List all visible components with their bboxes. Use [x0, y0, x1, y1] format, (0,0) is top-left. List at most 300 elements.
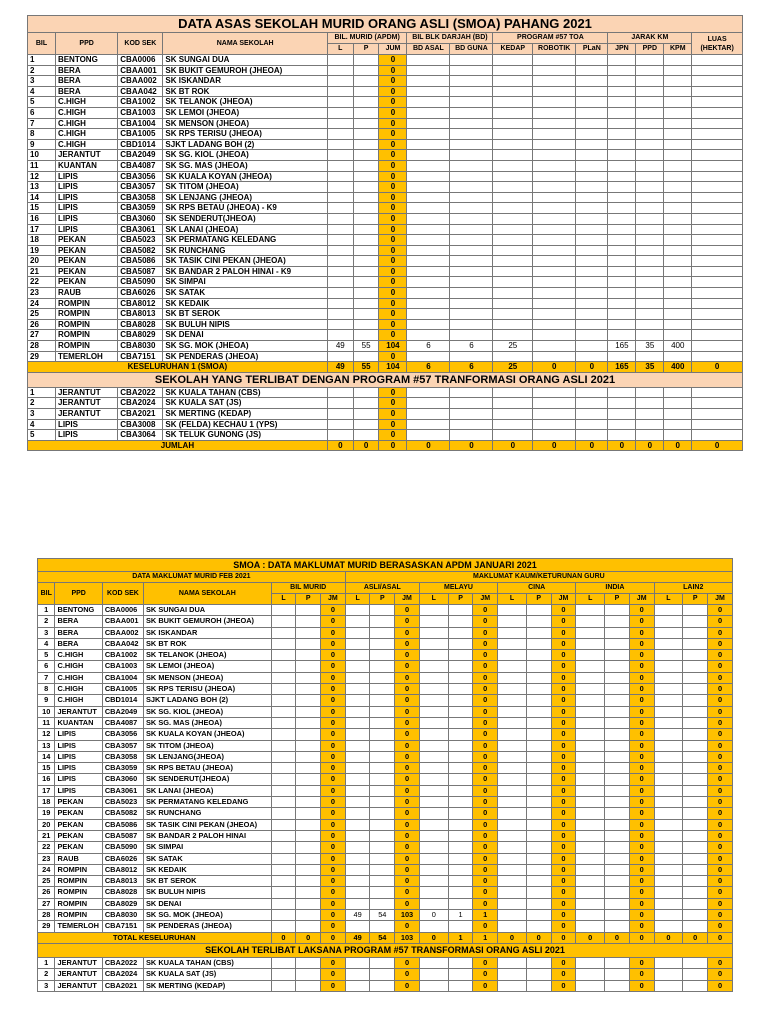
cell-me-l: [419, 921, 448, 932]
cell-ppd: C.HIGH: [55, 97, 117, 108]
cell-ppd2: [636, 107, 664, 118]
cell-kedap: [493, 160, 533, 171]
cell-bil: 14: [28, 192, 56, 203]
cell-jum: 0: [379, 65, 407, 76]
cell-kpm: [664, 351, 692, 362]
cell-plan: [576, 430, 608, 441]
header-bil-murid: BIL. MURID (APDM): [327, 33, 407, 44]
cell-bm-p: [296, 740, 321, 751]
cell-kod-sek: CBA8013: [102, 876, 143, 887]
cell-la-p: [683, 853, 708, 864]
cell-in-jm: 0: [629, 808, 654, 819]
cell-ci-jm: 0: [551, 980, 576, 991]
cell-ci-p: [526, 706, 551, 717]
header2-jm: JM: [395, 594, 420, 605]
cell-me-p: [448, 842, 473, 853]
cell-ci-l: [498, 729, 527, 740]
cell-bm-p: [296, 819, 321, 830]
cell-ppd: BERA: [55, 627, 102, 638]
cell-robotik: [533, 160, 576, 171]
cell-bm-jm: 0: [321, 819, 346, 830]
cell-in-l: [576, 706, 605, 717]
cell-bd_guna: [450, 76, 493, 87]
smoa-student-data-table: [37, 558, 733, 992]
cell-nama-sekolah: SK TASIK CINI PEKAN (JHEOA): [163, 256, 327, 267]
cell-ppd2: [636, 398, 664, 409]
cell-la-jm: 0: [708, 605, 733, 616]
cell-nama-sekolah: SK LEMOI (JHEOA): [144, 661, 272, 672]
cell-kedap: [493, 309, 533, 320]
cell-jum: 0: [379, 203, 407, 214]
cell-in-l: [576, 763, 605, 774]
cell-p: [353, 139, 379, 150]
cell-in-p: [605, 605, 630, 616]
cell-bm-p: [296, 808, 321, 819]
header2-p: P: [296, 594, 321, 605]
cell-bil: 5: [28, 430, 56, 441]
cell-luas: [692, 224, 743, 235]
cell-plan: [576, 55, 608, 66]
cell-in-jm: 0: [629, 717, 654, 728]
cell-as-l: [345, 785, 370, 796]
cell-plan: [576, 118, 608, 129]
cell-la-p: [683, 717, 708, 728]
cell-la-p: [683, 808, 708, 819]
cell-kod-sek: CBA3057: [118, 182, 163, 193]
cell-ci-p: [526, 853, 551, 864]
cell-as-p: [370, 627, 395, 638]
cell-ppd2: [636, 277, 664, 288]
cell-l: [327, 319, 353, 330]
cell-nama-sekolah: SK TITOM (JHEOA): [163, 182, 327, 193]
cell-ppd: LIPIS: [55, 192, 117, 203]
cell-luas: [692, 97, 743, 108]
cell-bil: 13: [28, 182, 56, 193]
cell-l: [327, 351, 353, 362]
cell-ci-l: [498, 661, 527, 672]
cell-me-jm: 0: [473, 661, 498, 672]
table-row: [38, 853, 733, 864]
cell-robotik: [533, 319, 576, 330]
cell-bil: 20: [38, 819, 55, 830]
cell-bd_guna: [450, 409, 493, 420]
cell-jum: 0: [379, 182, 407, 193]
cell-ci-l: [498, 898, 527, 909]
cell-bil: 20: [28, 256, 56, 267]
cell-me-p: [448, 853, 473, 864]
cell-bm-jm: 0: [321, 921, 346, 932]
cell-nama-sekolah: SK LANAI (JHEOA): [163, 224, 327, 235]
cell-kpm: [664, 107, 692, 118]
cell-bd_asal: [407, 277, 450, 288]
total-bd_guna: 6: [450, 362, 493, 373]
cell-ppd: BERA: [55, 616, 102, 627]
cell-luas: [692, 107, 743, 118]
cell-me-p: [448, 717, 473, 728]
cell-in-l: [576, 853, 605, 864]
cell-ppd: LIPIS: [55, 171, 117, 182]
cell-bd_asal: [407, 107, 450, 118]
cell-as-p: [370, 751, 395, 762]
cell-in-l: [576, 808, 605, 819]
cell-in-p: [605, 751, 630, 762]
cell-me-jm: 0: [473, 819, 498, 830]
table-row: [28, 65, 743, 76]
cell-kedap: [493, 398, 533, 409]
cell-nama-sekolah: SK SATAK: [163, 288, 327, 299]
cell-la-p: [683, 650, 708, 661]
table-row: [38, 957, 733, 968]
cell-ci-p: [526, 763, 551, 774]
cell-ci-jm: 0: [551, 627, 576, 638]
table-row: [28, 351, 743, 362]
cell-ci-jm: 0: [551, 921, 576, 932]
cell-jum: 0: [379, 129, 407, 140]
cell-plan: [576, 139, 608, 150]
cell-as-p: [370, 616, 395, 627]
cell-as-p: [370, 661, 395, 672]
cell-in-l: [576, 797, 605, 808]
table-row: [28, 245, 743, 256]
cell-bm-jm: 0: [321, 864, 346, 875]
cell-as-p: [370, 957, 395, 968]
cell-bd_guna: [450, 277, 493, 288]
cell-me-l: [419, 616, 448, 627]
cell-la-p: [683, 842, 708, 853]
total-l: 49: [327, 362, 353, 373]
cell-ppd: LIPIS: [55, 419, 117, 430]
cell-plan: [576, 288, 608, 299]
cell-in-jm: 0: [629, 819, 654, 830]
cell-la-l: [654, 638, 683, 649]
cell-kod-sek: CBAA042: [102, 638, 143, 649]
cell-luas: [692, 419, 743, 430]
cell-luas: [692, 235, 743, 246]
header2-ppd: PPD: [55, 583, 102, 605]
cell-bm-p: [296, 616, 321, 627]
cell-ci-jm: 0: [551, 797, 576, 808]
cell-nama-sekolah: SK LANAI (JHEOA): [144, 785, 272, 796]
cell-p: [353, 160, 379, 171]
cell-la-l: [654, 853, 683, 864]
cell-me-p: [448, 661, 473, 672]
cell-bd_guna: 6: [450, 341, 493, 352]
cell-ppd2: [636, 86, 664, 97]
total-la-jm: 0: [708, 932, 733, 943]
cell-bd_asal: [407, 118, 450, 129]
cell-la-p: [683, 898, 708, 909]
cell-jpn: [608, 65, 636, 76]
cell-kod-sek: CBA8030: [102, 910, 143, 921]
header-program-57: PROGRAM #57 TOA: [493, 33, 608, 44]
cell-as-l: [345, 969, 370, 980]
cell-ci-p: [526, 876, 551, 887]
cell-l: [327, 118, 353, 129]
cell-ppd2: [636, 171, 664, 182]
cell-bm-jm: 0: [321, 638, 346, 649]
cell-as-l: [345, 797, 370, 808]
cell-kpm: [664, 330, 692, 341]
cell-l: [327, 387, 353, 398]
cell-bm-p: [296, 864, 321, 875]
cell-kod-sek: CBA2024: [118, 398, 163, 409]
table-row: [28, 224, 743, 235]
cell-as-jm: 0: [395, 695, 420, 706]
cell-robotik: [533, 419, 576, 430]
cell-l: [327, 245, 353, 256]
cell-kod-sek: CBAA001: [102, 616, 143, 627]
total-ci-jm: 0: [551, 932, 576, 943]
cell-luas: [692, 277, 743, 288]
cell-jpn: [608, 213, 636, 224]
table-row: [38, 740, 733, 751]
cell-nama-sekolah: SK RPS BETAU (JHEOA) - K9: [163, 203, 327, 214]
cell-p: [353, 150, 379, 161]
cell-me-p: [448, 650, 473, 661]
header2-l: L: [576, 594, 605, 605]
table-row: [28, 213, 743, 224]
cell-as-jm: 0: [395, 898, 420, 909]
cell-bd_guna: [450, 171, 493, 182]
cell-in-l: [576, 980, 605, 991]
cell-me-jm: 0: [473, 695, 498, 706]
cell-la-l: [654, 785, 683, 796]
cell-robotik: [533, 266, 576, 277]
header2-jm: JM: [321, 594, 346, 605]
cell-bil: 6: [38, 661, 55, 672]
cell-in-p: [605, 616, 630, 627]
cell-bil: 25: [28, 309, 56, 320]
cell-la-jm: 0: [708, 729, 733, 740]
cell-kedap: [493, 129, 533, 140]
cell-bm-p: [296, 751, 321, 762]
cell-kpm: [664, 65, 692, 76]
cell-kedap: [493, 192, 533, 203]
cell-kpm: [664, 288, 692, 299]
cell-kpm: [664, 266, 692, 277]
cell-ppd: ROMPIN: [55, 898, 102, 909]
cell-in-jm: 0: [629, 661, 654, 672]
cell-as-jm: 0: [395, 819, 420, 830]
cell-robotik: [533, 213, 576, 224]
cell-as-jm: 0: [395, 921, 420, 932]
cell-bm-jm: 0: [321, 650, 346, 661]
header2-p: P: [448, 594, 473, 605]
cell-kod-sek: CBA2024: [102, 969, 143, 980]
cell-in-p: [605, 785, 630, 796]
cell-luas: [692, 76, 743, 87]
table-row: [38, 969, 733, 980]
cell-la-l: [654, 729, 683, 740]
cell-robotik: [533, 309, 576, 320]
table-row: [28, 129, 743, 140]
cell-ppd: KUANTAN: [55, 717, 102, 728]
cell-bm-p: [296, 672, 321, 683]
cell-la-jm: 0: [708, 616, 733, 627]
total-ci-l: 0: [498, 932, 527, 943]
cell-nama-sekolah: SK DENAI: [144, 898, 272, 909]
cell-ci-jm: 0: [551, 661, 576, 672]
cell-luas: [692, 341, 743, 352]
cell-bm-p: [296, 661, 321, 672]
cell-robotik: [533, 182, 576, 193]
cell-bm-jm: 0: [321, 842, 346, 853]
cell-in-jm: 0: [629, 672, 654, 683]
cell-kod-sek: CBA1002: [118, 97, 163, 108]
cell-ppd2: [636, 65, 664, 76]
cell-me-p: [448, 969, 473, 980]
cell-as-jm: 0: [395, 706, 420, 717]
table-row: [38, 672, 733, 683]
cell-bil: 27: [38, 898, 55, 909]
cell-bd_asal: [407, 309, 450, 320]
cell-kedap: [493, 97, 533, 108]
cell-plan: [576, 409, 608, 420]
cell-jum: 0: [379, 86, 407, 97]
header-bd-guna: BD GUNA: [450, 44, 493, 55]
cell-as-p: [370, 785, 395, 796]
table-row: [28, 266, 743, 277]
cell-me-l: [419, 864, 448, 875]
jumlah-kedap: 0: [493, 440, 533, 451]
cell-me-jm: 0: [473, 605, 498, 616]
cell-p: [353, 256, 379, 267]
cell-la-jm: 0: [708, 684, 733, 695]
cell-me-l: [419, 898, 448, 909]
cell-bd_guna: [450, 245, 493, 256]
cell-as-l: [345, 808, 370, 819]
cell-bd_guna: [450, 118, 493, 129]
header-bil: BIL: [28, 33, 56, 55]
cell-in-l: [576, 616, 605, 627]
header2-kod-sek: KOD SEK: [102, 583, 143, 605]
cell-me-p: [448, 876, 473, 887]
cell-in-jm: 0: [629, 898, 654, 909]
cell-kpm: [664, 160, 692, 171]
cell-bm-jm: 0: [321, 887, 346, 898]
cell-me-l: [419, 740, 448, 751]
header-robotik: ROBOTIK: [533, 44, 576, 55]
cell-jum: 0: [379, 76, 407, 87]
cell-nama-sekolah: SK PERMATANG KELEDANG: [163, 235, 327, 246]
cell-nama-sekolah: SK SENDERUT(JHEOA): [144, 774, 272, 785]
cell-ppd: ROMPIN: [55, 298, 117, 309]
cell-ci-jm: 0: [551, 887, 576, 898]
cell-ppd: JERANTUT: [55, 409, 117, 420]
cell-nama-sekolah: SK BANDAR 2 PALOH HINAI - K9: [163, 266, 327, 277]
table-row: [38, 910, 733, 921]
cell-l: [327, 129, 353, 140]
cell-ci-l: [498, 819, 527, 830]
cell-as-l: [345, 763, 370, 774]
cell-nama-sekolah: SK SIMPAI: [163, 277, 327, 288]
cell-robotik: [533, 387, 576, 398]
cell-ci-l: [498, 627, 527, 638]
cell-luas: [692, 203, 743, 214]
cell-nama-sekolah: SK BANDAR 2 PALOH HINAI: [144, 830, 272, 841]
jumlah-bd_guna: 0: [450, 440, 493, 451]
cell-luas: [692, 55, 743, 66]
cell-bd_asal: [407, 351, 450, 362]
cell-bm-p: [296, 969, 321, 980]
cell-me-p: [448, 751, 473, 762]
cell-ci-jm: 0: [551, 969, 576, 980]
cell-ppd2: [636, 256, 664, 267]
cell-in-jm: 0: [629, 876, 654, 887]
cell-in-l: [576, 661, 605, 672]
cell-bd_asal: [407, 398, 450, 409]
cell-kedap: [493, 86, 533, 97]
cell-ppd: C.HIGH: [55, 650, 102, 661]
cell-bil: 2: [38, 616, 55, 627]
cell-bm-l: [271, 684, 296, 695]
table-row: [28, 387, 743, 398]
table-row: [38, 887, 733, 898]
cell-in-jm: 0: [629, 638, 654, 649]
cell-la-jm: 0: [708, 864, 733, 875]
cell-bd_asal: [407, 65, 450, 76]
table1-subtitle: SEKOLAH YANG TERLIBAT DENGAN PROGRAM #57 TRANFORMASI ORANG ASLI 2021: [28, 372, 743, 387]
total-bm-jm: 0: [321, 932, 346, 943]
cell-luas: [692, 129, 743, 140]
cell-as-jm: 0: [395, 797, 420, 808]
cell-p: [353, 330, 379, 341]
cell-la-l: [654, 797, 683, 808]
cell-bm-l: [271, 853, 296, 864]
cell-nama-sekolah: SJKT LADANG BOH (2): [163, 139, 327, 150]
cell-l: [327, 409, 353, 420]
cell-ci-l: [498, 751, 527, 762]
cell-l: [327, 171, 353, 182]
cell-ci-p: [526, 684, 551, 695]
cell-kod-sek: CBA3061: [102, 785, 143, 796]
cell-me-l: [419, 638, 448, 649]
cell-bd_asal: [407, 430, 450, 441]
cell-nama-sekolah: SK SG. MAS (JHEOA): [144, 717, 272, 728]
cell-me-l: 0: [419, 910, 448, 921]
cell-kod-sek: CBA5086: [118, 256, 163, 267]
table-row: [38, 638, 733, 649]
cell-jum: 0: [379, 387, 407, 398]
cell-bm-l: [271, 842, 296, 853]
jumlah-kpm: 0: [664, 440, 692, 451]
cell-kod-sek: CBA3061: [118, 224, 163, 235]
header-kod-sek: KOD SEK: [118, 33, 163, 55]
cell-kod-sek: CBA7151: [118, 351, 163, 362]
cell-in-jm: 0: [629, 864, 654, 875]
table-row: [28, 330, 743, 341]
table-row: [28, 86, 743, 97]
table-row: [38, 980, 733, 991]
cell-bil: 10: [28, 150, 56, 161]
cell-bm-p: [296, 898, 321, 909]
cell-bd_asal: [407, 245, 450, 256]
cell-in-jm: 0: [629, 616, 654, 627]
cell-me-l: [419, 627, 448, 638]
cell-kpm: [664, 118, 692, 129]
total-ci-p: 0: [526, 932, 551, 943]
cell-p: [353, 97, 379, 108]
cell-jum: 0: [379, 419, 407, 430]
cell-me-jm: 0: [473, 740, 498, 751]
cell-bil: 3: [38, 980, 55, 991]
total-jum: 104: [379, 362, 407, 373]
cell-kedap: [493, 150, 533, 161]
total-me-jm: 1: [473, 932, 498, 943]
cell-jum: 0: [379, 319, 407, 330]
cell-ppd2: [636, 182, 664, 193]
cell-ci-p: [526, 969, 551, 980]
